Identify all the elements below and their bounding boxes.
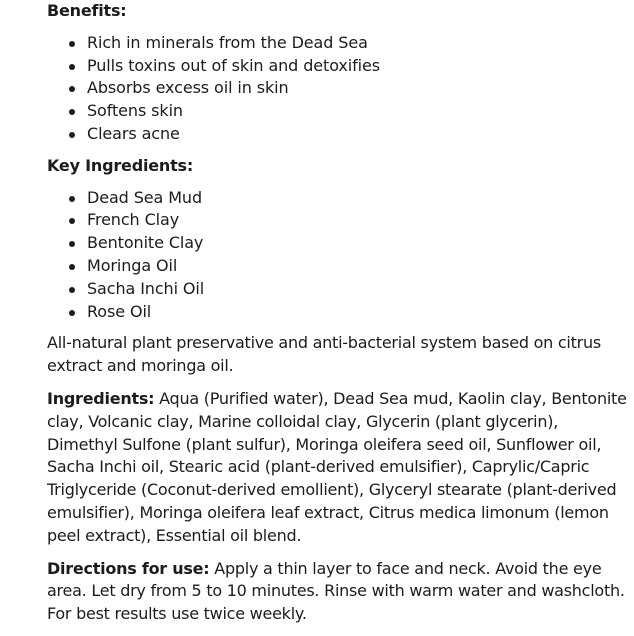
directions-text: Apply a thin layer to face and neck. Avoid the eye area. Let dry from 5 to 10 minutes. Rinse with warm water and washcloth. For best results use twice weekly. bbox=[47, 558, 625, 624]
list-item bbox=[87, 301, 627, 324]
bullet-icon bbox=[69, 109, 75, 115]
bullet-icon bbox=[69, 41, 75, 47]
ingredients-label: Ingredients: bbox=[47, 388, 155, 408]
key-ingredients-list bbox=[47, 187, 627, 324]
list-item bbox=[87, 209, 627, 232]
list-item bbox=[87, 255, 627, 278]
ingredients-text: Aqua (Purified water), Dead Sea mud, Kaolin clay, Bentonite clay, Volcanic clay, Marine colloidal clay, Glycerin (plant glycerin), Dimethyl Sulfone (plant sulfur), Moringa oleifera seed oil, Sunflower oil, Sacha Inchi oil, Stearic acid (plant-derived emulsifier), Caprylic/Capric Triglyceride (Coconut-derived emollient), Glyceryl stearate (plant-derived emulsifier), Moringa oleifera leaf extract, Citrus medica limonum (lemon peel extract), Essential oil blend. bbox=[47, 388, 627, 545]
benefits-heading: Benefits: bbox=[47, 1, 127, 20]
list-item bbox=[87, 278, 627, 301]
list-item-text: Moringa Oil bbox=[87, 255, 178, 275]
preservative-note: All-natural plant preservative and anti-bacterial system based on citrus extract and moringa oil. bbox=[47, 333, 601, 376]
list-item bbox=[87, 100, 627, 123]
bullet-icon bbox=[69, 64, 75, 70]
bullet-icon bbox=[69, 241, 75, 247]
list-item-text: Clears acne bbox=[87, 123, 180, 143]
bullet-icon bbox=[69, 196, 75, 202]
ingredients-paragraph bbox=[47, 388, 627, 548]
key-ingredients-heading: Key Ingredients: bbox=[47, 155, 194, 175]
bullet-icon bbox=[69, 287, 75, 293]
list-item-text: Sacha Inchi Oil bbox=[87, 278, 205, 298]
list-item bbox=[87, 77, 627, 100]
list-item-text: Dead Sea Mud bbox=[87, 187, 203, 207]
list-item bbox=[87, 187, 627, 210]
directions-label: Directions for use: bbox=[47, 558, 210, 578]
bullet-icon bbox=[69, 86, 75, 92]
benefits-list bbox=[47, 32, 627, 146]
list-item-text: Softens skin bbox=[87, 101, 183, 121]
list-item-text: Absorbs excess oil in skin bbox=[87, 78, 289, 98]
list-item bbox=[87, 55, 627, 78]
list-item-text: Pulls toxins out of skin and detoxifies bbox=[87, 55, 380, 75]
list-item bbox=[87, 32, 627, 55]
list-item bbox=[87, 232, 627, 255]
list-item bbox=[87, 123, 627, 146]
directions-paragraph bbox=[47, 558, 627, 626]
bullet-icon bbox=[69, 310, 75, 316]
list-item-text: Rich in minerals from the Dead Sea bbox=[87, 32, 368, 52]
list-item-text: Rose Oil bbox=[87, 301, 152, 321]
bullet-icon bbox=[69, 264, 75, 270]
bullet-icon bbox=[69, 132, 75, 138]
list-item-text: Bentonite Clay bbox=[87, 233, 204, 253]
bullet-icon bbox=[69, 218, 75, 224]
list-item-text: French Clay bbox=[87, 210, 180, 230]
product-description bbox=[47, 0, 627, 636]
